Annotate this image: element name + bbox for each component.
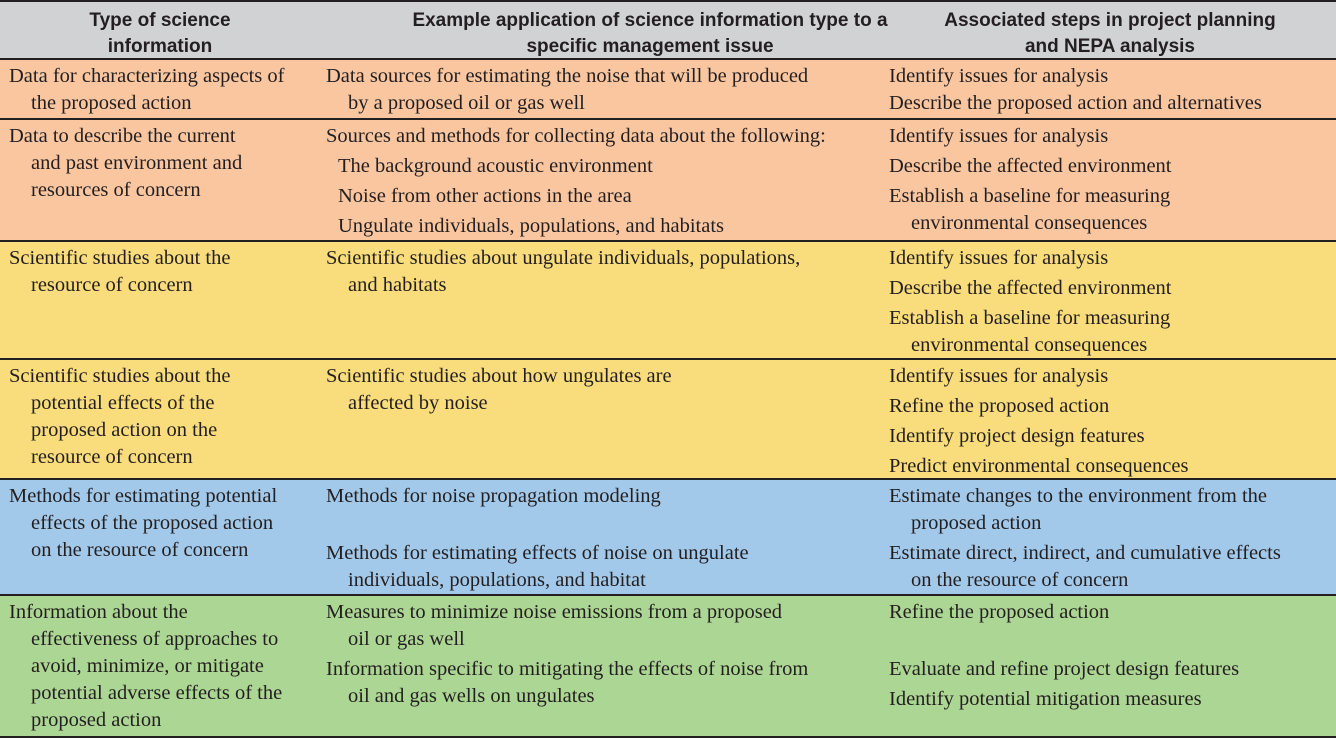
example-cell: [326, 599, 874, 710]
example-cell: [326, 63, 874, 117]
type-line: effects of the proposed action: [31, 512, 274, 534]
header-col3-line2: and NEPA analysis: [1024, 36, 1195, 57]
type-cell: [9, 599, 314, 734]
type-line: effectiveness of approaches to: [31, 628, 279, 650]
steps-cell: [889, 245, 1329, 359]
step-line: proposed action: [911, 512, 1042, 534]
type-line: Information about the: [9, 601, 188, 623]
example-line: oil or gas well: [348, 628, 465, 650]
example-line: individuals, populations, and habitat: [348, 569, 646, 591]
example-cell: [326, 483, 874, 594]
example-line: by a proposed oil or gas well: [348, 92, 585, 114]
header-col1-line2: information: [107, 36, 213, 57]
example-line: Scientific studies about ungulate individuals, populations,: [326, 247, 801, 269]
example-line: Data sources for estimating the noise that will be produced: [326, 65, 809, 87]
type-line: resource of concern: [31, 274, 193, 296]
example-line: and habitats: [348, 274, 447, 296]
step-line: Refine the proposed action: [889, 395, 1110, 417]
type-line: Scientific studies about the: [9, 247, 231, 269]
example-line: Sources and methods for collecting data about the following:: [326, 125, 826, 147]
steps-cell: [889, 363, 1329, 480]
type-line: Scientific studies about the: [9, 365, 231, 387]
type-line: resource of concern: [31, 446, 193, 468]
step-line: Refine the proposed action: [889, 601, 1110, 623]
header-associated-steps: [910, 8, 1310, 60]
step-line: Identify issues for analysis: [889, 247, 1109, 269]
step-line: Describe the affected environment: [889, 155, 1172, 177]
step-line: environmental consequences: [911, 212, 1148, 234]
table-row-effects-studies: [0, 360, 1336, 480]
type-line: resources of concern: [31, 179, 201, 201]
header-type-of-science: [40, 8, 280, 60]
example-line: Methods for estimating effects of noise on ungulate: [326, 542, 749, 564]
example-cell: [326, 245, 874, 299]
example-subitem: The background acoustic environment: [338, 155, 653, 177]
table-row-estimating-methods: [0, 480, 1336, 596]
example-line: Information specific to mitigating the effects of noise from: [326, 658, 809, 680]
example-line: Methods for noise propagation modeling: [326, 485, 661, 507]
header-col2-line1: Example application of science information type to a: [412, 10, 888, 31]
steps-cell: [889, 123, 1329, 237]
step-line: Identify issues for analysis: [889, 125, 1109, 147]
example-line: Measures to minimize noise emissions from a proposed: [326, 601, 783, 623]
example-cell: [326, 363, 874, 417]
type-line: proposed action on the: [31, 419, 218, 441]
type-cell: [9, 245, 314, 299]
table-row-characterizing-action: [0, 60, 1336, 120]
example-line: affected by noise: [348, 392, 488, 414]
step-line: Describe the proposed action and alternatives: [889, 92, 1262, 114]
type-line: and past environment and: [31, 152, 243, 174]
example-line: oil and gas wells on ungulates: [348, 685, 595, 707]
type-line: Data for characterizing aspects of: [9, 65, 285, 87]
example-subitem: Noise from other actions in the area: [338, 185, 632, 207]
step-line: Establish a baseline for measuring: [889, 307, 1171, 329]
example-subitem: Ungulate individuals, populations, and habitats: [338, 215, 725, 237]
header-col1-line1: Type of science: [89, 10, 231, 31]
type-line: proposed action: [31, 709, 162, 731]
step-line: on the resource of concern: [911, 569, 1129, 591]
steps-cell: [889, 63, 1329, 117]
step-line: Identify issues for analysis: [889, 365, 1109, 387]
step-line: Establish a baseline for measuring: [889, 185, 1171, 207]
type-cell: [9, 363, 314, 471]
example-cell: [326, 123, 874, 243]
type-line: the proposed action: [31, 92, 192, 114]
step-line: Evaluate and refine project design features: [889, 658, 1240, 680]
step-line: Predict environmental consequences: [889, 455, 1189, 477]
step-line: environmental consequences: [911, 334, 1148, 356]
step-line: Estimate changes to the environment from the: [889, 485, 1267, 507]
header-example-application: [330, 8, 970, 60]
type-cell: [9, 483, 314, 564]
steps-cell: [889, 599, 1329, 713]
type-line: Methods for estimating potential: [9, 485, 278, 507]
step-line: Identify issues for analysis: [889, 65, 1109, 87]
step-line: Identify project design features: [889, 425, 1145, 447]
type-line: on the resource of concern: [31, 539, 249, 561]
type-cell: [9, 123, 314, 204]
header-col3-line1: Associated steps in project planning: [944, 10, 1276, 31]
type-line: Data to describe the current: [9, 125, 236, 147]
header-col2-line2: specific management issue: [526, 36, 774, 57]
type-cell: [9, 63, 314, 117]
type-line: potential effects of the: [31, 392, 215, 414]
step-line: Describe the affected environment: [889, 277, 1172, 299]
table-row-resource-studies: [0, 242, 1336, 360]
table-row-mitigation-information: [0, 596, 1336, 738]
step-line: Identify potential mitigation measures: [889, 688, 1202, 710]
type-line: potential adverse effects of the: [31, 682, 283, 704]
step-line: Estimate direct, indirect, and cumulative effects: [889, 542, 1281, 564]
steps-cell: [889, 483, 1329, 594]
table-header: [0, 0, 1336, 60]
table-row-current-environment: [0, 120, 1336, 242]
example-line: Scientific studies about how ungulates are: [326, 365, 672, 387]
type-line: avoid, minimize, or mitigate: [31, 655, 264, 677]
